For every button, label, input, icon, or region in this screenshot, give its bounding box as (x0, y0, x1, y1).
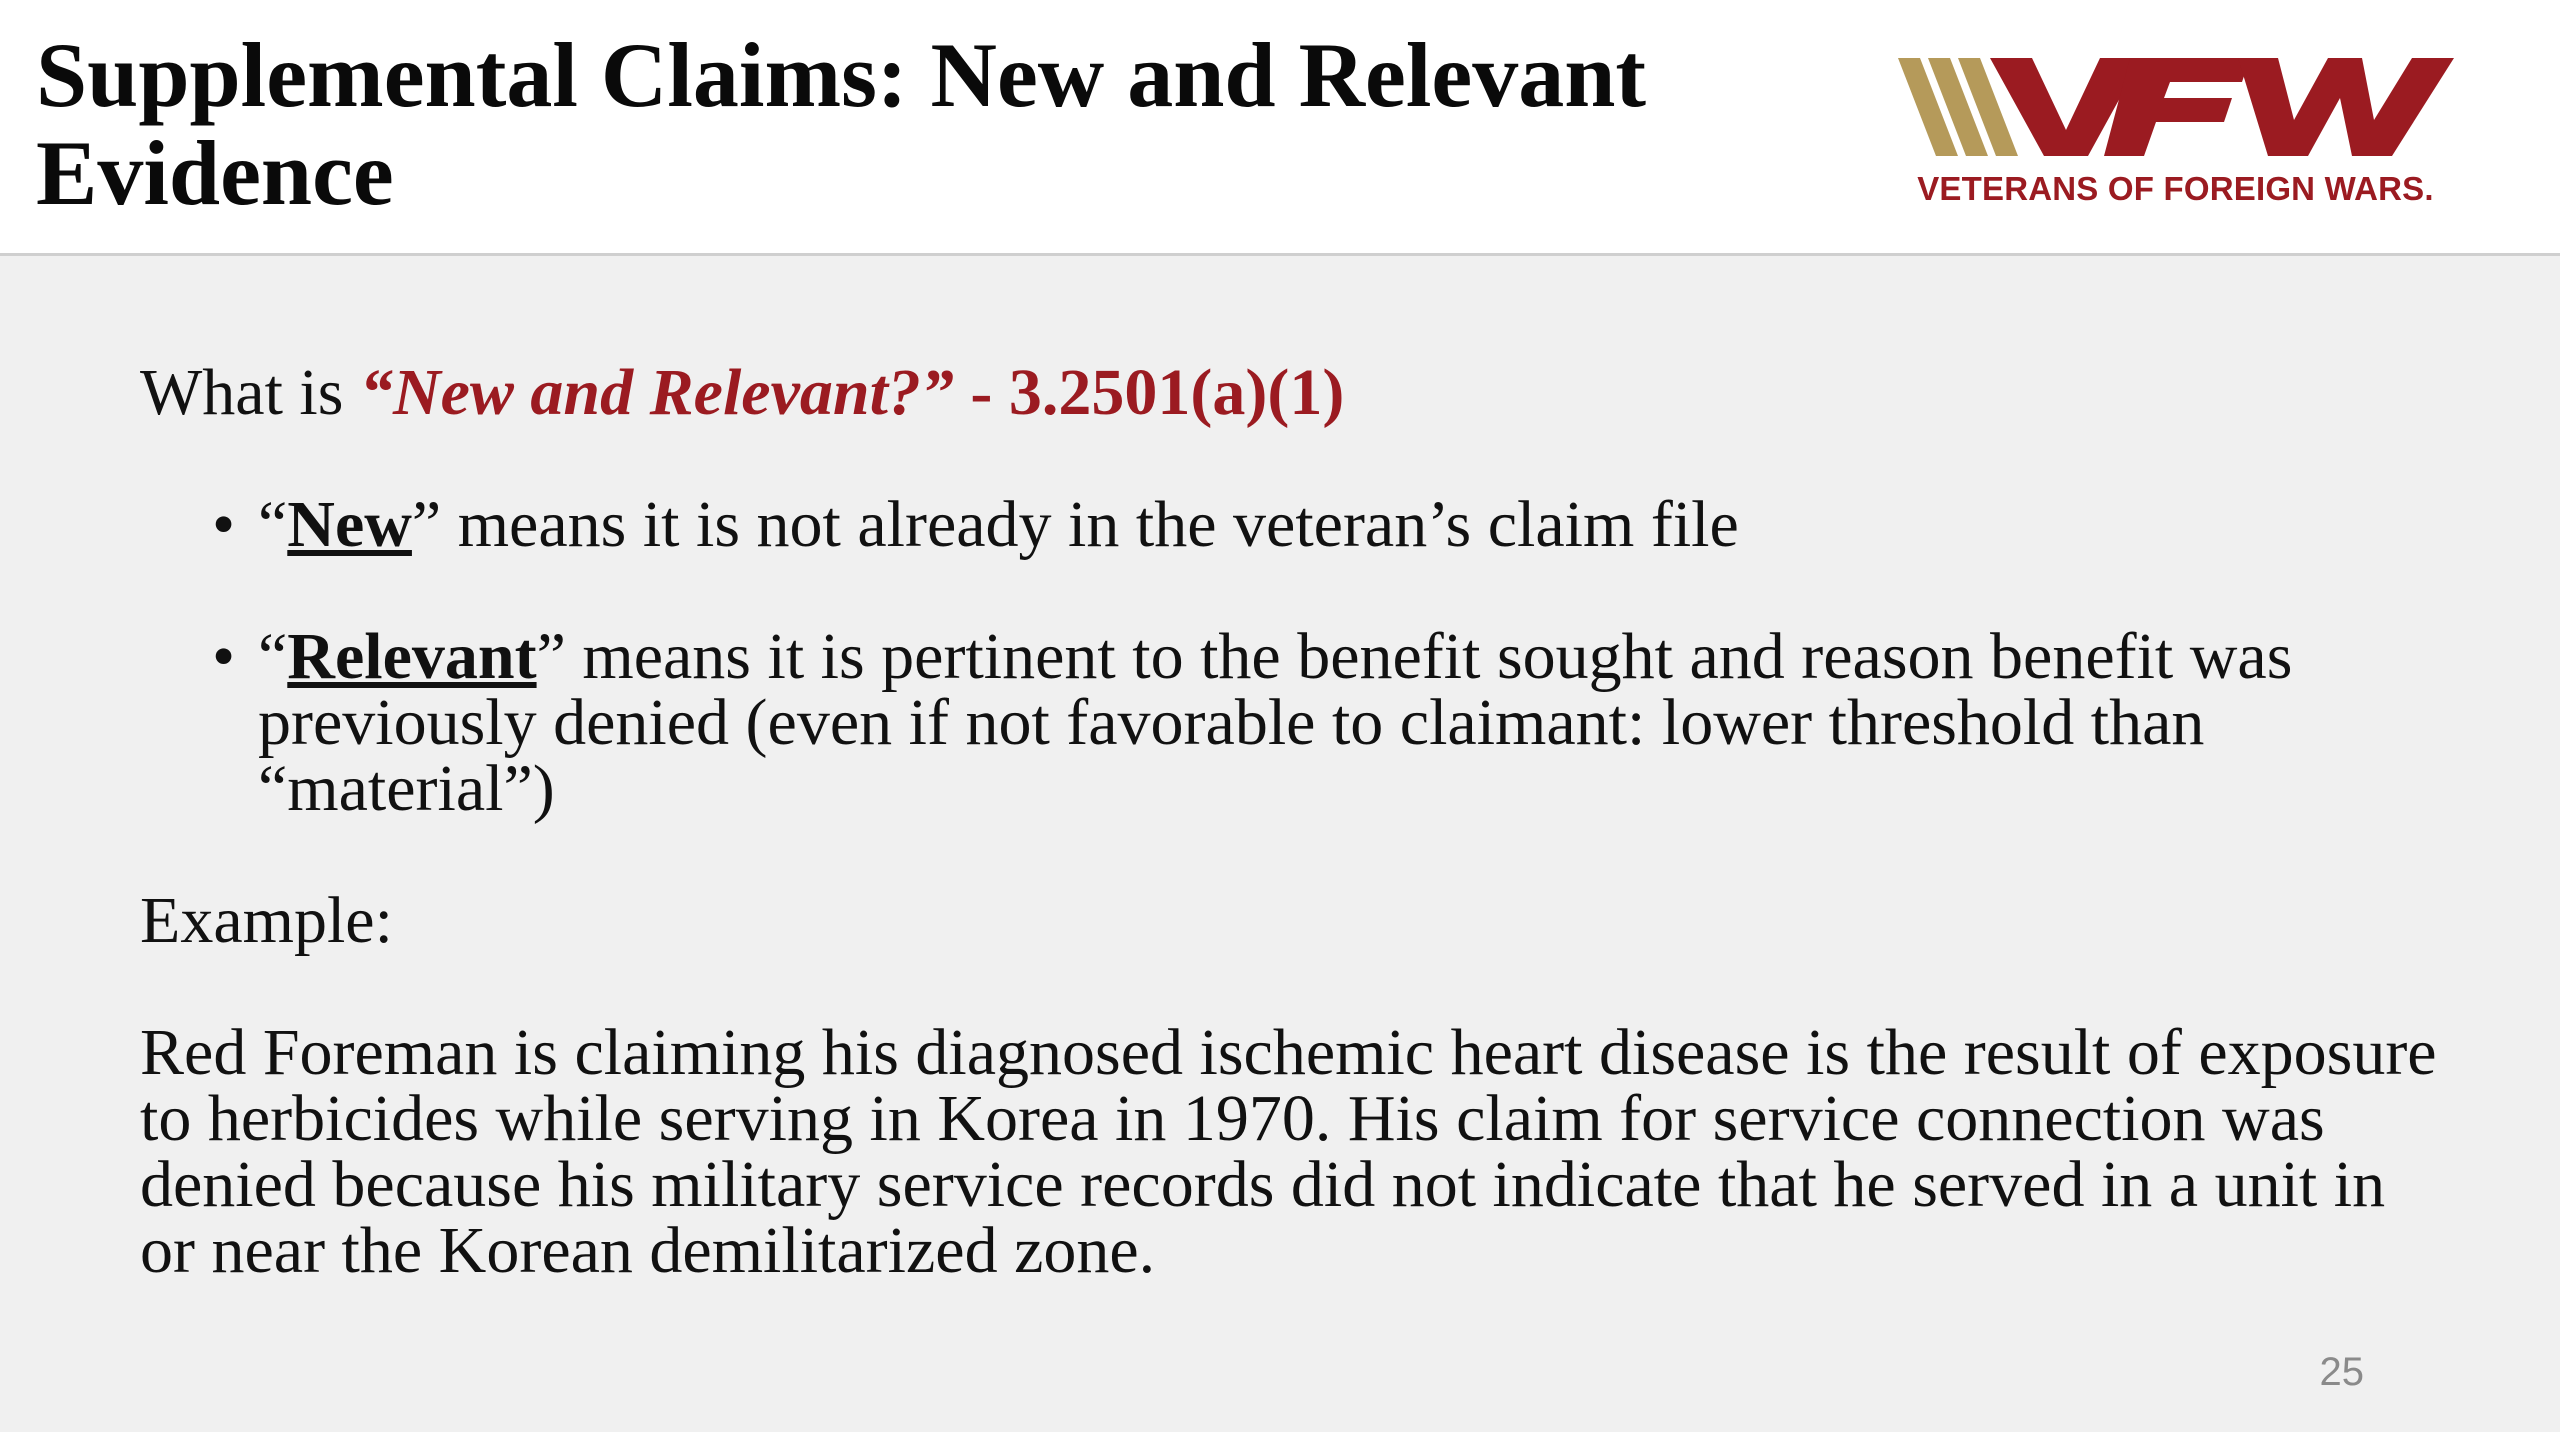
slide-header (0, 0, 2560, 256)
question-highlight (360, 356, 1344, 429)
slide-body (140, 356, 2440, 1287)
open-quote: “ (258, 620, 288, 693)
slide-title: Supplemental Claims: New and Relevant Evidence (36, 24, 1647, 224)
term-relevant: Relevant (287, 620, 537, 693)
bottom-strip (0, 1432, 2560, 1440)
question-line (140, 356, 2440, 429)
list-item (212, 488, 2440, 561)
definition-text: ” means it is pertinent to the benefit sought and reason benefit was previously denied (even if not favorable to claimant: lower threshold than “material”) (258, 620, 2293, 825)
question-prefix: What is (140, 356, 360, 429)
example-label: Example: (140, 884, 393, 957)
definition-list (140, 488, 2440, 825)
list-item (212, 620, 2440, 825)
bullet-icon: • (212, 488, 236, 561)
example-text: Red Foreman is claiming his diagnosed ischemic heart disease is the result of exposure to herbicides while serving in Korea in 1970. His claim for service connection was denied because his military service records did not indicate that he served in a unit in or near the Korean demilitarized zone. (140, 1016, 2437, 1287)
bullet-icon: • (212, 620, 236, 693)
vfw-logo (1898, 52, 2458, 212)
page-number: 25 (2319, 1350, 2364, 1394)
question-term: “New and Relevant?” (359, 356, 954, 429)
term-new: New (287, 488, 412, 561)
open-quote: “ (258, 488, 288, 561)
logo-tagline: VETERANS OF FOREIGN WARS. (1917, 170, 2434, 207)
question-citation: - 3.2501(a)(1) (953, 356, 1345, 429)
vfw-logo-icon (1898, 52, 2458, 162)
definition-text: ” means it is not already in the veteran’s claim file (411, 488, 1739, 561)
